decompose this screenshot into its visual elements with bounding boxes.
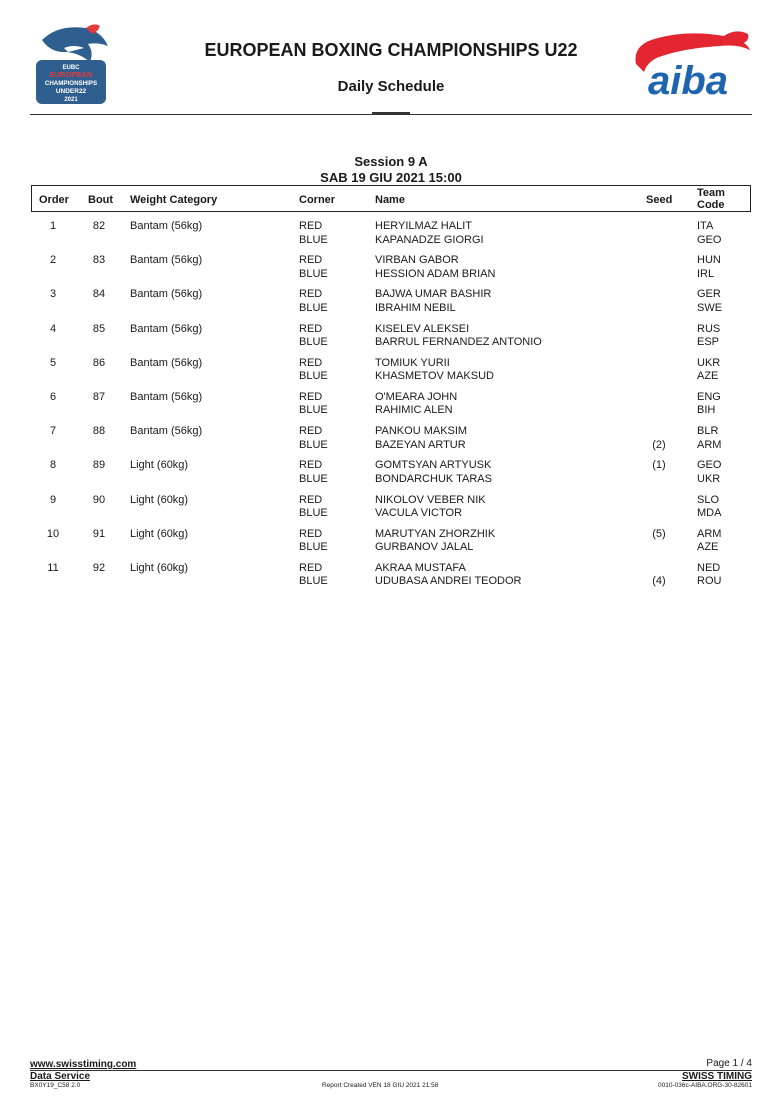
red-corner-label: RED	[299, 220, 323, 232]
blue-team-code: MDA	[697, 507, 722, 519]
aiba-logo	[628, 26, 754, 102]
red-team-code: ARM	[697, 527, 722, 540]
blue-boxer-name: UDUBASA ANDREI TEODOR	[375, 575, 522, 588]
cell-order: 5	[49, 356, 57, 369]
cell-corner	[299, 323, 328, 350]
red-boxer-name: HERYILMAZ HALIT	[375, 220, 472, 232]
cell-weight: Bantam (56kg)	[130, 254, 203, 267]
table-row	[31, 254, 751, 288]
cell-order: 3	[49, 288, 57, 301]
red-boxer-name: TOMIUK YURII	[375, 356, 450, 369]
cell-bout: 90	[92, 493, 106, 506]
cell-team	[697, 288, 722, 315]
cell-corner	[299, 288, 328, 315]
cell-bout: 89	[92, 459, 106, 472]
blue-boxer-name: BARRUL FERNANDEZ ANTONIO	[375, 336, 542, 349]
cell-corner	[299, 254, 328, 281]
red-corner-label: RED	[299, 254, 323, 267]
cell-weight: Bantam (56kg)	[130, 288, 203, 301]
cell-name	[375, 494, 486, 521]
eubc-logo-line4: UNDER22	[55, 88, 87, 95]
blue-corner-label: BLUE	[299, 301, 328, 314]
red-team-code: ENG	[697, 390, 721, 403]
blue-boxer-name: HESSION ADAM BRIAN	[375, 267, 496, 280]
eubc-logo-line1: EUBC	[62, 65, 80, 71]
footer-report-created: Report Created VEN 18 GIU 2021 21:58	[322, 1082, 439, 1089]
cell-name	[375, 425, 467, 452]
cell-weight: Light (60kg)	[130, 561, 189, 574]
blue-team-code: ROU	[697, 575, 722, 588]
cell-order: 10	[46, 527, 60, 540]
cell-order: 9	[49, 493, 57, 506]
blue-boxer-name: KHASMETOV MAKSUD	[375, 370, 494, 383]
session-info	[0, 154, 782, 186]
red-corner-label: RED	[299, 288, 323, 301]
red-team-code: SLO	[697, 493, 720, 506]
footer-page-number: Page 1 / 4	[706, 1058, 752, 1069]
red-boxer-name: KISELEV ALEKSEI	[375, 322, 470, 335]
cell-bout: 85	[92, 322, 106, 335]
cell-weight: Light (60kg)	[130, 493, 189, 506]
table-row	[31, 425, 751, 459]
red-corner-label: RED	[299, 527, 323, 540]
blue-team-code: BIH	[697, 404, 716, 417]
blue-team-code: ESP	[697, 336, 720, 349]
table-row	[31, 323, 751, 357]
cell-corner	[299, 562, 328, 589]
red-boxer-name: MARUTYAN ZHORZHIK	[375, 527, 496, 540]
cell-weight: Light (60kg)	[130, 527, 189, 540]
table-row	[31, 494, 751, 528]
cell-corner	[299, 391, 328, 418]
blue-corner-label: BLUE	[299, 336, 328, 349]
session-datetime: SAB 19 GIU 2021 15:00	[320, 170, 462, 185]
cell-order: 1	[49, 220, 57, 232]
cell-name	[375, 391, 457, 418]
blue-corner-label: BLUE	[299, 472, 328, 485]
blue-corner-label: BLUE	[299, 370, 328, 383]
cell-bout: 83	[92, 254, 106, 267]
red-corner-label: RED	[299, 322, 323, 335]
footer-divider	[30, 1070, 752, 1071]
cell-bout: 92	[92, 561, 106, 574]
cell-bout: 91	[92, 527, 106, 540]
cell-team	[697, 254, 721, 281]
red-boxer-name: NIKOLOV VEBER NIK	[375, 493, 486, 506]
table-row	[31, 288, 751, 322]
red-corner-label: RED	[299, 425, 323, 438]
blue-boxer-name: BAZEYAN ARTUR	[375, 438, 466, 451]
cell-team	[697, 391, 721, 418]
cell-name	[375, 220, 484, 247]
red-boxer-name: BAJWA UMAR BASHIR	[375, 288, 492, 301]
cell-weight: Light (60kg)	[130, 459, 189, 472]
cell-name	[375, 254, 495, 281]
session-name: Session 9 A	[354, 154, 428, 169]
header-team-line2: Code	[697, 199, 725, 211]
table-row	[31, 459, 751, 493]
blue-boxer-name: RAHIMIC ALEN	[375, 404, 453, 417]
blue-boxer-name: GURBANOV JALAL	[375, 541, 474, 554]
cell-bout: 87	[92, 390, 106, 403]
eubc-logo-line2: EUROPEAN	[49, 70, 93, 79]
red-boxer-name: O'MEARA JOHN	[375, 390, 458, 403]
red-team-code: NED	[697, 561, 721, 574]
red-team-code: UKR	[697, 356, 721, 369]
red-seed: (1)	[652, 459, 666, 472]
cell-name	[375, 357, 494, 384]
eubc-logo-line3: CHAMPIONSHIPS	[44, 80, 98, 87]
cell-bout: 88	[92, 425, 106, 438]
header-seed: Seed	[646, 194, 673, 206]
blue-team-code: AZE	[697, 541, 719, 554]
cell-team	[697, 425, 721, 452]
blue-corner-label: BLUE	[299, 575, 328, 588]
header-team-line1: Team	[697, 187, 725, 199]
blue-corner-label: BLUE	[299, 404, 328, 417]
blue-team-code: UKR	[697, 472, 721, 485]
page-subtitle: Daily Schedule	[337, 78, 445, 95]
red-team-code: ITA	[697, 220, 714, 232]
cell-team	[697, 528, 721, 555]
red-team-code: HUN	[697, 254, 721, 267]
blue-corner-label: BLUE	[299, 233, 328, 246]
header-bout: Bout	[88, 194, 114, 206]
cell-bout: 86	[92, 356, 106, 369]
red-corner-label: RED	[299, 390, 323, 403]
table-row	[31, 391, 751, 425]
blue-seed: (4)	[652, 575, 666, 588]
table-row	[31, 562, 751, 596]
header-team	[697, 187, 725, 211]
header-corner: Corner	[299, 194, 336, 206]
eubc-logo-line5: 2021	[64, 97, 78, 103]
cell-order: 6	[49, 390, 57, 403]
blue-boxer-name: BONDARCHUK TARAS	[375, 472, 492, 485]
header-divider	[30, 114, 752, 115]
cell-corner	[299, 425, 328, 452]
red-corner-label: RED	[299, 356, 323, 369]
schedule-table-body	[31, 220, 751, 596]
table-header	[31, 185, 751, 212]
cell-team	[697, 459, 721, 486]
cell-name	[375, 323, 542, 350]
page-title: EUROPEAN BOXING CHAMPIONSHIPS U22	[204, 40, 578, 60]
cell-corner	[299, 494, 328, 521]
blue-corner-label: BLUE	[299, 541, 328, 554]
red-corner-label: RED	[299, 561, 323, 574]
footer-doc-code: BX0Y19_C58 2.0	[30, 1082, 81, 1089]
blue-seed: (2)	[652, 438, 666, 451]
red-team-code: BLR	[697, 425, 719, 438]
blue-team-code: ARM	[697, 438, 722, 451]
footer-data-service: Data Service	[30, 1071, 91, 1082]
blue-corner-label: BLUE	[299, 267, 328, 280]
header-divider-accent	[372, 112, 410, 114]
red-seed: (5)	[652, 527, 666, 540]
cell-name	[375, 528, 495, 555]
red-boxer-name: AKRAA MUSTAFA	[375, 561, 466, 574]
table-row	[31, 220, 751, 254]
red-team-code: GEO	[697, 459, 722, 472]
cell-team	[697, 562, 721, 589]
header-order: Order	[39, 194, 69, 206]
blue-team-code: IRL	[697, 267, 715, 280]
blue-boxer-name: VACULA VICTOR	[375, 507, 463, 519]
footer-reference: 0010-036c-AIBA.ORG-30-82601	[658, 1082, 752, 1089]
cell-bout: 84	[92, 288, 106, 301]
cell-name	[375, 288, 491, 315]
cell-weight: Bantam (56kg)	[130, 356, 203, 369]
blue-corner-label: BLUE	[299, 438, 328, 451]
cell-team	[697, 323, 720, 350]
red-team-code: GER	[697, 288, 721, 301]
blue-team-code: AZE	[697, 370, 719, 383]
blue-team-code: SWE	[697, 301, 723, 314]
footer-website: www.swisstiming.com	[30, 1059, 137, 1070]
cell-name	[375, 459, 492, 486]
red-boxer-name: PANKOU MAKSIM	[375, 425, 468, 438]
table-row	[31, 528, 751, 562]
footer-swiss-timing: SWISS TIMING	[682, 1071, 752, 1082]
red-boxer-name: VIRBAN GABOR	[375, 254, 459, 267]
blue-corner-label: BLUE	[299, 507, 328, 519]
red-corner-label: RED	[299, 459, 323, 472]
cell-team	[697, 357, 720, 384]
cell-order: 4	[49, 322, 57, 335]
cell-name	[375, 562, 522, 589]
blue-team-code: GEO	[697, 233, 722, 246]
cell-team	[697, 220, 721, 247]
blue-boxer-name: IBRAHIM NEBIL	[375, 301, 456, 314]
header-weight: Weight Category	[130, 194, 218, 206]
red-corner-label: RED	[299, 493, 323, 506]
cell-corner	[299, 528, 328, 555]
table-row	[31, 357, 751, 391]
red-team-code: RUS	[697, 322, 721, 335]
cell-order: 7	[49, 425, 57, 438]
blue-boxer-name: KAPANADZE GIORGI	[375, 233, 484, 246]
cell-weight: Bantam (56kg)	[130, 322, 203, 335]
cell-weight: Bantam (56kg)	[130, 425, 203, 438]
cell-order: 2	[49, 254, 57, 267]
cell-order: 11	[47, 561, 59, 574]
cell-weight: Bantam (56kg)	[130, 390, 203, 403]
red-boxer-name: GOMTSYAN ARTYUSK	[375, 459, 492, 472]
cell-weight: Bantam (56kg)	[130, 220, 203, 232]
cell-team	[697, 494, 721, 521]
header-name: Name	[375, 194, 405, 206]
cell-bout: 82	[92, 220, 106, 232]
cell-corner	[299, 220, 328, 247]
cell-corner	[299, 459, 328, 486]
cell-order: 8	[49, 459, 57, 472]
aiba-logo-text: aiba	[647, 59, 729, 102]
cell-corner	[299, 357, 328, 384]
